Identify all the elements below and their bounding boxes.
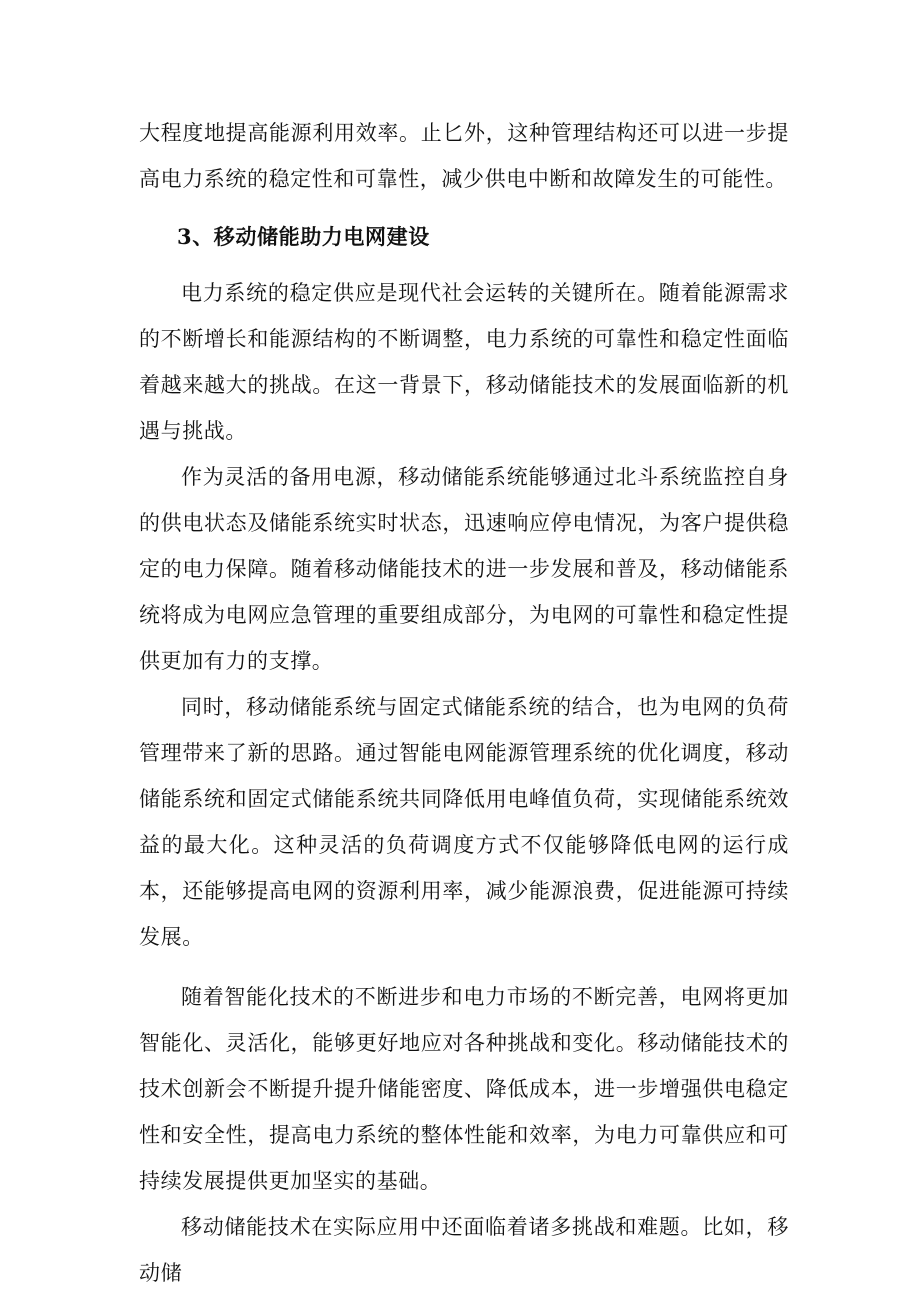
paragraph-continuation: 大程度地提高能源利用效率。止匕外，这种管理结构还可以进一步提高电力系统的稳定性和可靠性，减少供电中断和故障发生的可能性。 [139, 121, 789, 191]
paragraph-1: 电力系统的稳定供应是现代社会运转的关键所在。随着能源需求的不断增长和能源结构的不断调整，电力系统的可靠性和稳定性面临着越来越大的挑战。在这一背景下，移动储能技术的发展面临新的机遇与挑战。 [139, 281, 789, 443]
paragraph-4: 随着智能化技术的不断进步和电力市场的不断完善，电网将更加智能化、灵活化，能够更好地应对各种挑战和变化。移动储能技术的技术创新会不断提升提升储能密度、降低成本，进一步增强供电稳定性和安全性，提高电力系统的整体性能和效率，为电力可靠供应和可持续发展提供更加坚实的基础。 [139, 985, 789, 1193]
document-body [139, 110, 789, 1296]
paragraph-5: 移动储能技术在实际应用中还面临着诸多挑战和难题。比如，移动储 [139, 1215, 789, 1285]
paragraph-3: 同时，移动储能系统与固定式储能系统的结合，也为电网的负荷管理带来了新的思路。通过智能电网能源管理系统的优化调度，移动储能系统和固定式储能系统共同降低用电峰值负荷，实现储能系统效益的最大化。这种灵活的负荷调度方式不仅能够降低电网的运行成本，还能够提高电网的资源利用率，减少能源浪费，促进能源可持续发展。 [139, 695, 789, 949]
section-heading: 3、移动储能助力电网建设 [177, 224, 430, 249]
paragraph-2: 作为灵活的备用电源，移动储能系统能够通过北斗系统监控自身的供电状态及储能系统实时状态，迅速响应停电情况，为客户提供稳定的电力保障。随着移动储能技术的进一步发展和普及，移动储能系统将成为电网应急管理的重要组成部分，为电网的可靠性和稳定性提供更加有力的支撑。 [139, 465, 789, 673]
